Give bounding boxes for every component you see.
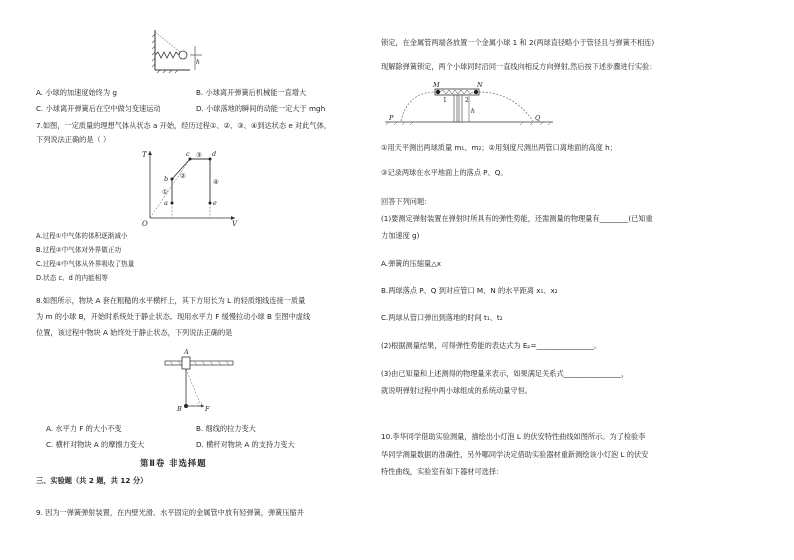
sub1-option-b: B.两球落点 P、Q 到对应管口 M、N 的水平距离 x₁、x₂ [381, 286, 558, 295]
ball [179, 51, 187, 59]
q6-option-d: D. 小球落地的瞬间的动能一定大于 mgh [196, 104, 326, 113]
label-m: M [433, 81, 440, 89]
point-a: a [164, 199, 168, 207]
q8-stem-line2: 为 m 的小球 B，开始时系统处于静止状态。现用水平力 F 缓慢拉动小球 B 至图中虚线 [36, 312, 311, 321]
sub1-option-c: C.两球从管口弹出到落地的时间 t₁、t₂ [381, 313, 503, 322]
right-line1: 锁定，在金属管两端各放置一个金属小球 1 和 2(两球直径略小于管径且与弹簧不相连) [381, 38, 655, 47]
label-2: 2 [465, 97, 469, 104]
block-a [182, 357, 190, 369]
q7-option-c: C.过程④中气体从外界吸收了热量 [36, 260, 135, 268]
point-d: d [212, 150, 217, 158]
q10-stem-line1: 10.李华同学借助实验测量，描绘出小灯泡 L 的伏安特性曲线如图所示。为了检验李 [381, 432, 646, 441]
sub1-option-a: A.弹簧的压缩量△x [381, 259, 441, 268]
label-h: h [471, 108, 475, 115]
answer-prompt: 回答下列问题： [381, 197, 432, 206]
q8-option-a: A. 水平力 F 的大小不变 [46, 424, 122, 433]
q7-option-d: D.状态 c、d 的内能相等 [36, 274, 108, 282]
h-label: h [196, 59, 200, 66]
point-c: c [186, 150, 190, 158]
q7-option-a: A.过程①中气体的体积逐渐减小 [36, 232, 128, 240]
q7-stem-line2: 下列说法正确的是（ ） [36, 135, 111, 144]
label-p: P [389, 114, 394, 122]
part-three-heading: 三、实验题（共 2 题，共 12 分） [36, 476, 148, 485]
label-q: Q [535, 114, 541, 122]
metal-tube [435, 89, 479, 95]
spring [155, 52, 179, 58]
q8-figure [160, 345, 250, 415]
q6-option-c: C. 小球离开弹簧后在空中做匀变速运动 [36, 104, 161, 113]
q7-option-b: B.过程②中气体对外界做正功 [36, 246, 122, 254]
q6-option-b: B. 小球离开弹簧后机械能一直增大 [196, 88, 307, 97]
q9-figure [383, 80, 563, 130]
process-1: ① [162, 188, 168, 196]
sub-question-1-line1: (1)要测定弹射装置在弹射时所具有的弹性势能，还需测量的物理量有________(已知重 [381, 214, 653, 223]
sub-question-3-line1: (3)由已知量和上述测得的物理量来表示，如果满足关系式________________， [381, 369, 629, 378]
sub-question-3-line2: 就说明弹射过程中两小球组成的系统动量守恒。 [381, 386, 532, 395]
q6-option-a: A. 小球的加速度始终为 g [36, 88, 117, 97]
sub-question-2: (2)根据测量结果，可得弹性势能的表达式为 Eₚ=________________。 [381, 341, 602, 350]
q8-stem-line3: 位置，该过程中物块 A 始终处于静止状态，下列说法正确的是 [36, 328, 233, 337]
step-3: ③记录两球在水平地面上的落点 P、Q。 [381, 168, 508, 177]
process-2: ② [180, 172, 186, 180]
label-f: F [205, 405, 210, 413]
section-title: 第Ⅱ卷 非选择题 [140, 458, 207, 468]
process-4: ④ [213, 178, 219, 186]
q8-option-c: C. 横杆对物块 A 的摩擦力变大 [46, 440, 145, 449]
q6-figure [150, 28, 230, 88]
q8-option-b: B. 细线的拉力变大 [196, 424, 256, 433]
q7-stem-line1: 7.如图，一定质量的理想气体从状态 a 开始，经历过程①、②、③、④到达状态 e 对此气体， [36, 121, 331, 130]
q9-stem-line1: 9. 因为一弹簧弹射装置，在内壁光滑、水平固定的金属管中放有轻弹簧，弹簧压缩并 [36, 508, 304, 517]
q7-tv-diagram [140, 148, 250, 228]
right-line2: 现解除弹簧锁定，两个小球同时沿同一直线向相反方向弹射,然后按下述步骤进行实验： [381, 62, 657, 71]
q10-stem-line3: 特性曲线，实验室有如下器材可选择： [381, 467, 504, 476]
q8-stem-line1: 8.如图所示，物块 A 套在粗糙的水平横杆上，其下方用长为 L 的轻质细线连接一质量 [36, 296, 306, 305]
process-3: ③ [196, 151, 202, 159]
sub-question-1-line2: 力加速度 g) [381, 231, 420, 240]
q8-option-d: D. 横杆对物块 A 的支持力变大 [196, 440, 295, 449]
label-1: 1 [443, 97, 447, 104]
label-b: B [177, 405, 182, 413]
label-a: A [184, 348, 189, 356]
point-b: b [164, 175, 169, 183]
point-e: e [213, 199, 217, 207]
origin-label: O [142, 220, 148, 228]
q10-stem-line2: 华同学测量数据的准确性，另外哪同学决定借助实验器材重新测绘该小灯泡 L 的伏安 [381, 450, 649, 459]
axis-t-label: T [142, 151, 147, 159]
step-1-2: ①用天平测出两球质量 m₁、m₂；②用刻度尺测出两管口离地面的高度 h； [381, 143, 617, 152]
axis-v-label: V [232, 220, 238, 228]
label-n: N [477, 81, 483, 89]
